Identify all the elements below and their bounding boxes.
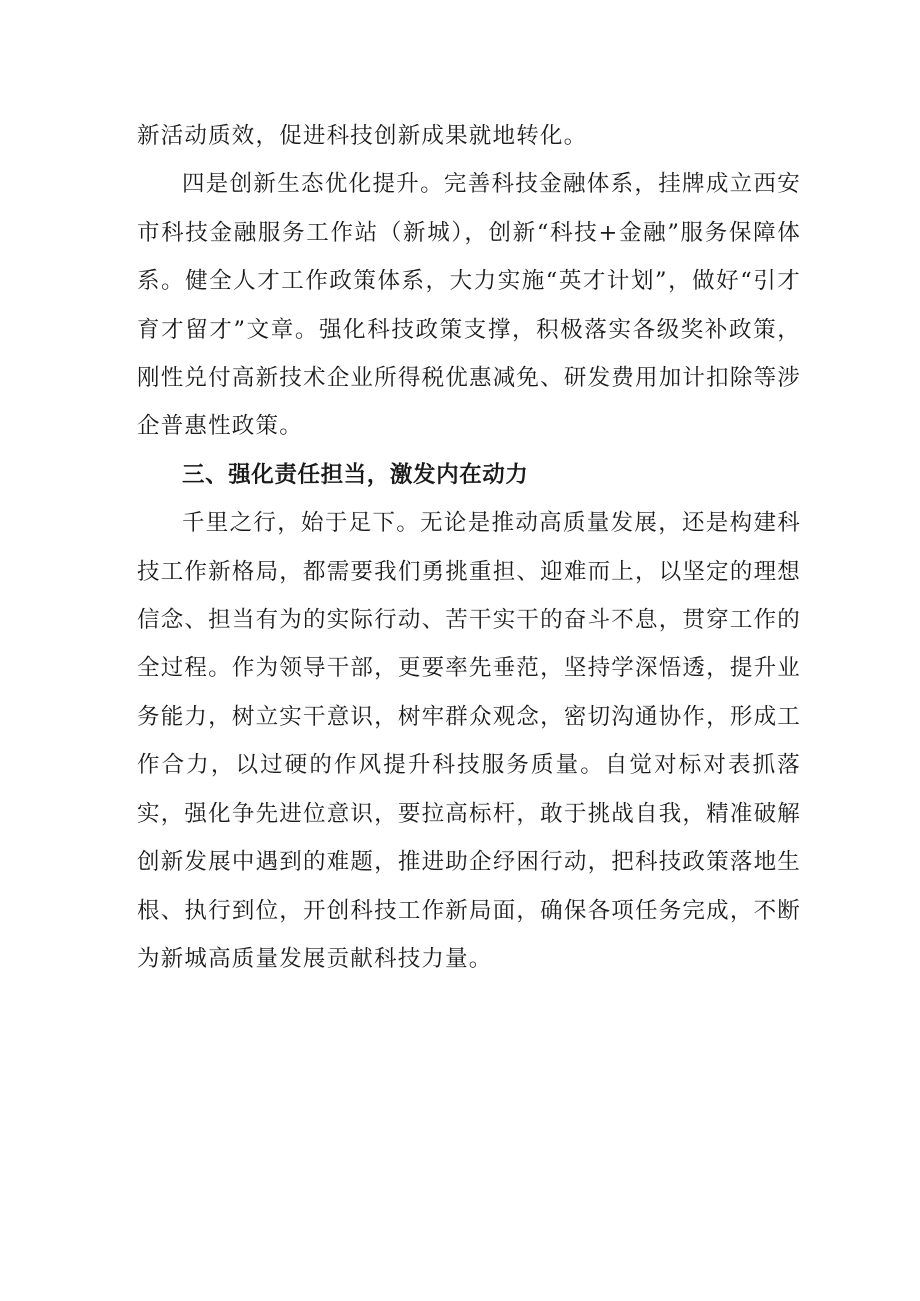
paragraph-continued: 新活动质效，促进科技创新成果就地转化。	[137, 123, 588, 149]
document-body	[137, 112, 801, 983]
paragraph-ecosystem: 四是创新生态优化提升。完善科技金融体系，挂牌成立西安市科技金融服务工作站（新城），创新“科技+金融”服务保障体系。健全人才工作政策体系，大力实施“英才计划”，做好“引才育才留才”文章。强化科技政策支撑，积极落实各级奖补政策，刚性兑付高新技术企业所得税优惠减免、研发费用加计扣除等涉企普惠性政策。	[137, 171, 801, 440]
paragraph-responsibility: 千里之行，始于足下。无论是推动高质量发展，还是构建科技工作新格局，都需要我们勇挑重担、迎难而上，以坚定的理想信念、担当有为的实际行动、苦干实干的奋斗不息，贯穿工作的全过程。作为领导干部，更要率先垂范，坚持学深悟透，提升业务能力，树立实干意识，树牢群众观念，密切沟通协作，形成工作合力，以过硬的作风提升科技服务质量。自觉对标对表抓落实，强化争先进位意识，要拉高标杆，敢于挑战自我，精准破解创新发展中遇到的难题，推进助企纾困行动，把科技政策落地生根、执行到位，开创科技工作新局面，确保各项任务完成，不断为新城高质量发展贡献科技力量。	[137, 510, 801, 972]
section-heading: 三、强化责任担当，激发内在动力	[182, 461, 529, 488]
